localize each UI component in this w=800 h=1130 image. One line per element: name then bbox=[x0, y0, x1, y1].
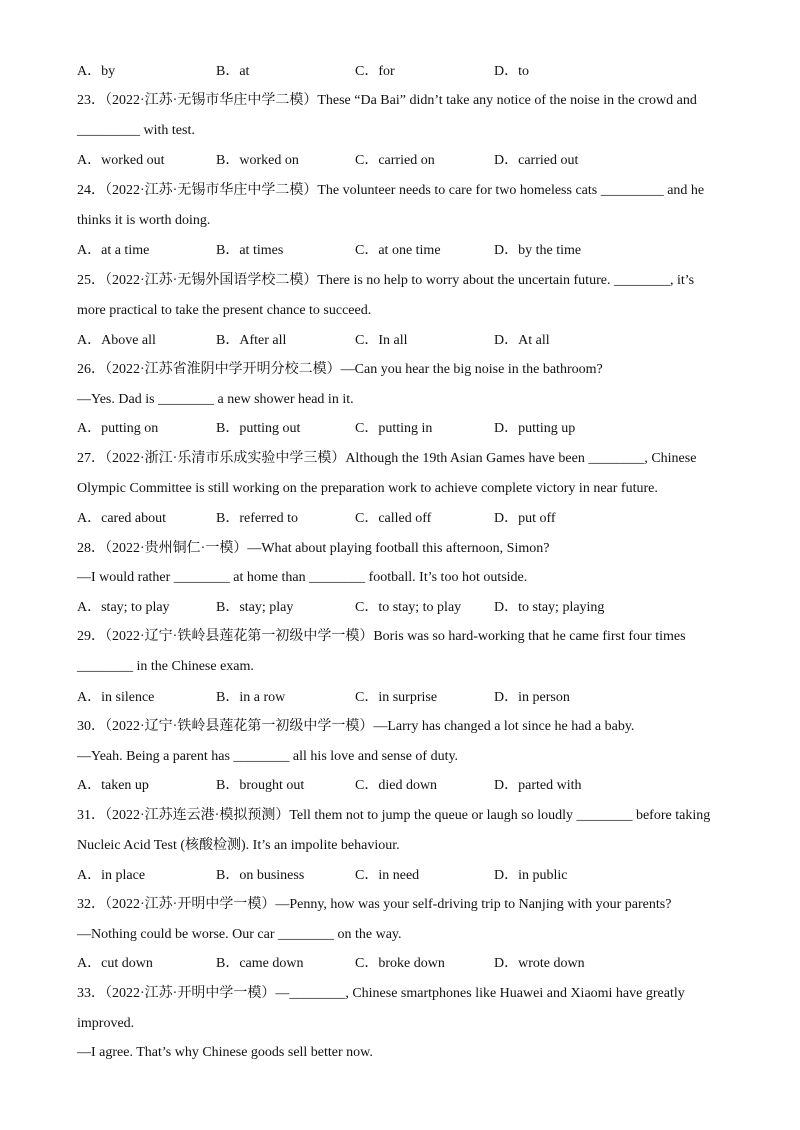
answer-options bbox=[77, 242, 737, 260]
question-stem: 31．（2022·江苏连云港·模拟预测）Tell them not to jump the queue or laugh so loudly ________ before taking bbox=[77, 808, 711, 823]
option-a: A．worked out bbox=[77, 153, 165, 168]
option-a: A．taken up bbox=[77, 778, 149, 793]
option-c: C．at one time bbox=[355, 243, 441, 258]
question-text-line: —I agree. That’s why Chinese goods sell better now. bbox=[77, 1045, 373, 1060]
option-a: A．Above all bbox=[77, 333, 156, 348]
question-text-line: Olympic Committee is still working on the preparation work to achieve complete victory in near future. bbox=[77, 481, 658, 496]
option-c: C．carried on bbox=[355, 153, 435, 168]
question-stem: 26．（2022·江苏省淮阴中学开明分校二模）—Can you hear the big noise in the bathroom? bbox=[77, 362, 603, 377]
question-text-line: —I would rather ________ at home than ________ football. It’s too hot outside. bbox=[77, 570, 528, 585]
option-b: B．worked on bbox=[216, 153, 299, 168]
answer-options bbox=[77, 420, 737, 438]
question-text-line: —Yeah. Being a parent has ________ all his love and sense of duty. bbox=[77, 749, 459, 764]
option-d: D．wrote down bbox=[494, 956, 585, 971]
question-text-line: Nucleic Acid Test (核酸检测). It’s an impolite behaviour. bbox=[77, 838, 400, 853]
option-d: D．putting up bbox=[494, 421, 576, 436]
option-a: A．in silence bbox=[77, 690, 155, 705]
question-text-line: more practical to take the present chance to succeed. bbox=[77, 303, 372, 318]
option-b: B．brought out bbox=[216, 778, 305, 793]
option-b: B．stay; play bbox=[216, 600, 294, 615]
question-text-line: improved. bbox=[77, 1016, 135, 1031]
question-stem: 25．（2022·江苏·无锡外国语学校二模）There is no help to worry about the uncertain future. ________, it’s bbox=[77, 273, 695, 288]
option-c: C．called off bbox=[355, 511, 432, 526]
option-c: C．in need bbox=[355, 868, 420, 883]
option-d: D．carried out bbox=[494, 153, 579, 168]
answer-options bbox=[77, 152, 737, 170]
option-d: D．put off bbox=[494, 511, 556, 526]
question-stem: 32．（2022·江苏·开明中学一模）—Penny, how was your self-driving trip to Nanjing with your parents? bbox=[77, 897, 672, 912]
option-d: D．parted with bbox=[494, 778, 582, 793]
option-b: B．came down bbox=[216, 956, 304, 971]
answer-options bbox=[77, 599, 737, 617]
answer-options bbox=[77, 689, 737, 707]
option-d: D．in public bbox=[494, 868, 568, 883]
option-b: B．referred to bbox=[216, 511, 299, 526]
option-b: B．on business bbox=[216, 868, 305, 883]
question-stem: 23．（2022·江苏·无锡市华庄中学二模）These “Da Bai” didn’t take any notice of the noise in the crowd and bbox=[77, 93, 697, 108]
question-text-line: ________ in the Chinese exam. bbox=[77, 659, 254, 674]
option-b: B．in a row bbox=[216, 690, 286, 705]
answer-options bbox=[77, 332, 737, 350]
option-a: A．cut down bbox=[77, 956, 153, 971]
answer-options bbox=[77, 63, 737, 81]
option-c: C．in surprise bbox=[355, 690, 438, 705]
question-stem: 33．（2022·江苏·开明中学一模）—________, Chinese smartphones like Huawei and Xiaomi have greatly bbox=[77, 986, 685, 1001]
option-a: A．putting on bbox=[77, 421, 159, 436]
option-d: D．At all bbox=[494, 333, 550, 348]
question-text-line: thinks it is worth doing. bbox=[77, 213, 211, 228]
question-stem: 29．（2022·辽宁·铁岭县莲花第一初级中学一模）Boris was so hard-working that he came first four times bbox=[77, 629, 686, 644]
option-d: D．in person bbox=[494, 690, 570, 705]
question-text-line: _________ with test. bbox=[77, 123, 195, 138]
option-a: A．at a time bbox=[77, 243, 150, 258]
option-b: B．putting out bbox=[216, 421, 301, 436]
option-c: C．to stay; to play bbox=[355, 600, 462, 615]
option-d: D．to bbox=[494, 64, 529, 79]
answer-options bbox=[77, 510, 737, 528]
question-text-line: —Yes. Dad is ________ a new shower head in it. bbox=[77, 392, 354, 407]
option-c: C．died down bbox=[355, 778, 438, 793]
option-d: D．to stay; playing bbox=[494, 600, 605, 615]
question-stem: 28．（2022·贵州铜仁·一模）—What about playing football this afternoon, Simon? bbox=[77, 541, 550, 556]
answer-options bbox=[77, 867, 737, 885]
option-b: B．at bbox=[216, 64, 250, 79]
option-d: D．by the time bbox=[494, 243, 582, 258]
question-stem: 30．（2022·辽宁·铁岭县莲花第一初级中学一模）—Larry has changed a lot since he had a baby. bbox=[77, 719, 635, 734]
option-c: C．for bbox=[355, 64, 395, 79]
option-a: A．stay; to play bbox=[77, 600, 170, 615]
option-c: C．broke down bbox=[355, 956, 445, 971]
option-b: B．After all bbox=[216, 333, 287, 348]
option-a: A．in place bbox=[77, 868, 146, 883]
question-stem: 24．（2022·江苏·无锡市华庄中学二模）The volunteer needs to care for two homeless cats _________ and he bbox=[77, 183, 705, 198]
question-text-line: —Nothing could be worse. Our car ________ on the way. bbox=[77, 927, 402, 942]
option-a: A．cared about bbox=[77, 511, 167, 526]
answer-options bbox=[77, 955, 737, 973]
answer-options bbox=[77, 777, 737, 795]
option-c: C．In all bbox=[355, 333, 408, 348]
question-stem: 27．（2022·浙江·乐清市乐成实验中学三模）Although the 19th Asian Games have been ________, Chinese bbox=[77, 451, 697, 466]
option-a: A．by bbox=[77, 64, 116, 79]
option-b: B．at times bbox=[216, 243, 284, 258]
option-c: C．putting in bbox=[355, 421, 433, 436]
